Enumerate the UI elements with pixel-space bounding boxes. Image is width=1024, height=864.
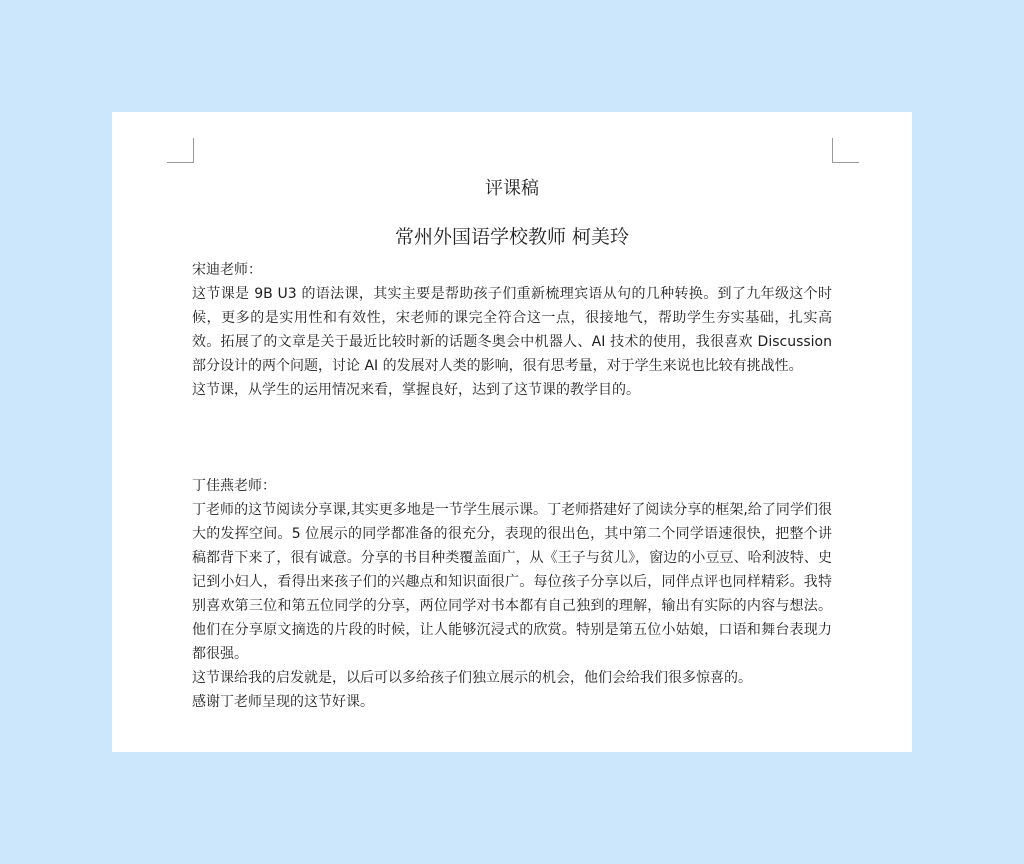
margin-corner-top-right	[832, 138, 859, 163]
document-author: 常州外国语学校教师 柯美玲	[394, 226, 630, 248]
document-title: 评课稿	[485, 178, 539, 199]
review-paragraph: 这节课是 9B U3 的语法课，其实主要是帮助孩子们重新梳理宾语从句的几种转换。到了九年级这个时候，更多的是实用性和有效性，宋老师的课完全符合这一点，很接地气，帮助学生夯实基础，扎实高效。拓展了的文章是关于最近比较时新的话题冬奥会中机器人、AI 技术的使用，我很喜欢 Discussion 部分设计的两个问题，讨论 AI 的发展对人类的影响，很有思考量，对于学生来说也比较有挑战性。	[192, 286, 832, 374]
review-paragraph: 感谢丁老师呈现的这节好课。	[192, 694, 374, 710]
margin-corner-top-left	[167, 138, 194, 163]
reviewer-name: 宋迪老师：	[192, 262, 262, 278]
review-paragraph: 这节课给我的启发就是，以后可以多给孩子们独立展示的机会，他们会给我们很多惊喜的。	[192, 670, 752, 686]
review-section-ding	[192, 474, 832, 714]
review-paragraph: 丁老师的这节阅读分享课,其实更多地是一节学生展示课。丁老师搭建好了阅读分享的框架,给了同学们很大的发挥空间。5 位展示的同学都准备的很充分，表现的很出色，其中第二个同学语速很快，把整个讲稿都背下来了，很有诚意。分享的书目种类覆盖面广，从《王子与贫儿》，窗边的小豆豆、哈利波特、史记到小妇人，看得出来孩子们的兴趣点和知识面很广。每位孩子分享以后，同伴点评也同样精彩。我特别喜欢第三位和第五位同学的分享，两位同学对书本都有自己独到的理解，输出有实际的内容与想法。他们在分享原文摘选的片段的时候，让人能够沉浸式的欣赏。特别是第五位小姑娘，口语和舞台表现力都很强。	[192, 502, 832, 662]
review-paragraph: 这节课，从学生的运用情况来看，掌握良好，达到了这节课的教学目的。	[192, 382, 640, 398]
reviewer-name: 丁佳燕老师：	[192, 478, 276, 494]
review-section-song	[192, 258, 832, 402]
document-page	[112, 112, 912, 752]
